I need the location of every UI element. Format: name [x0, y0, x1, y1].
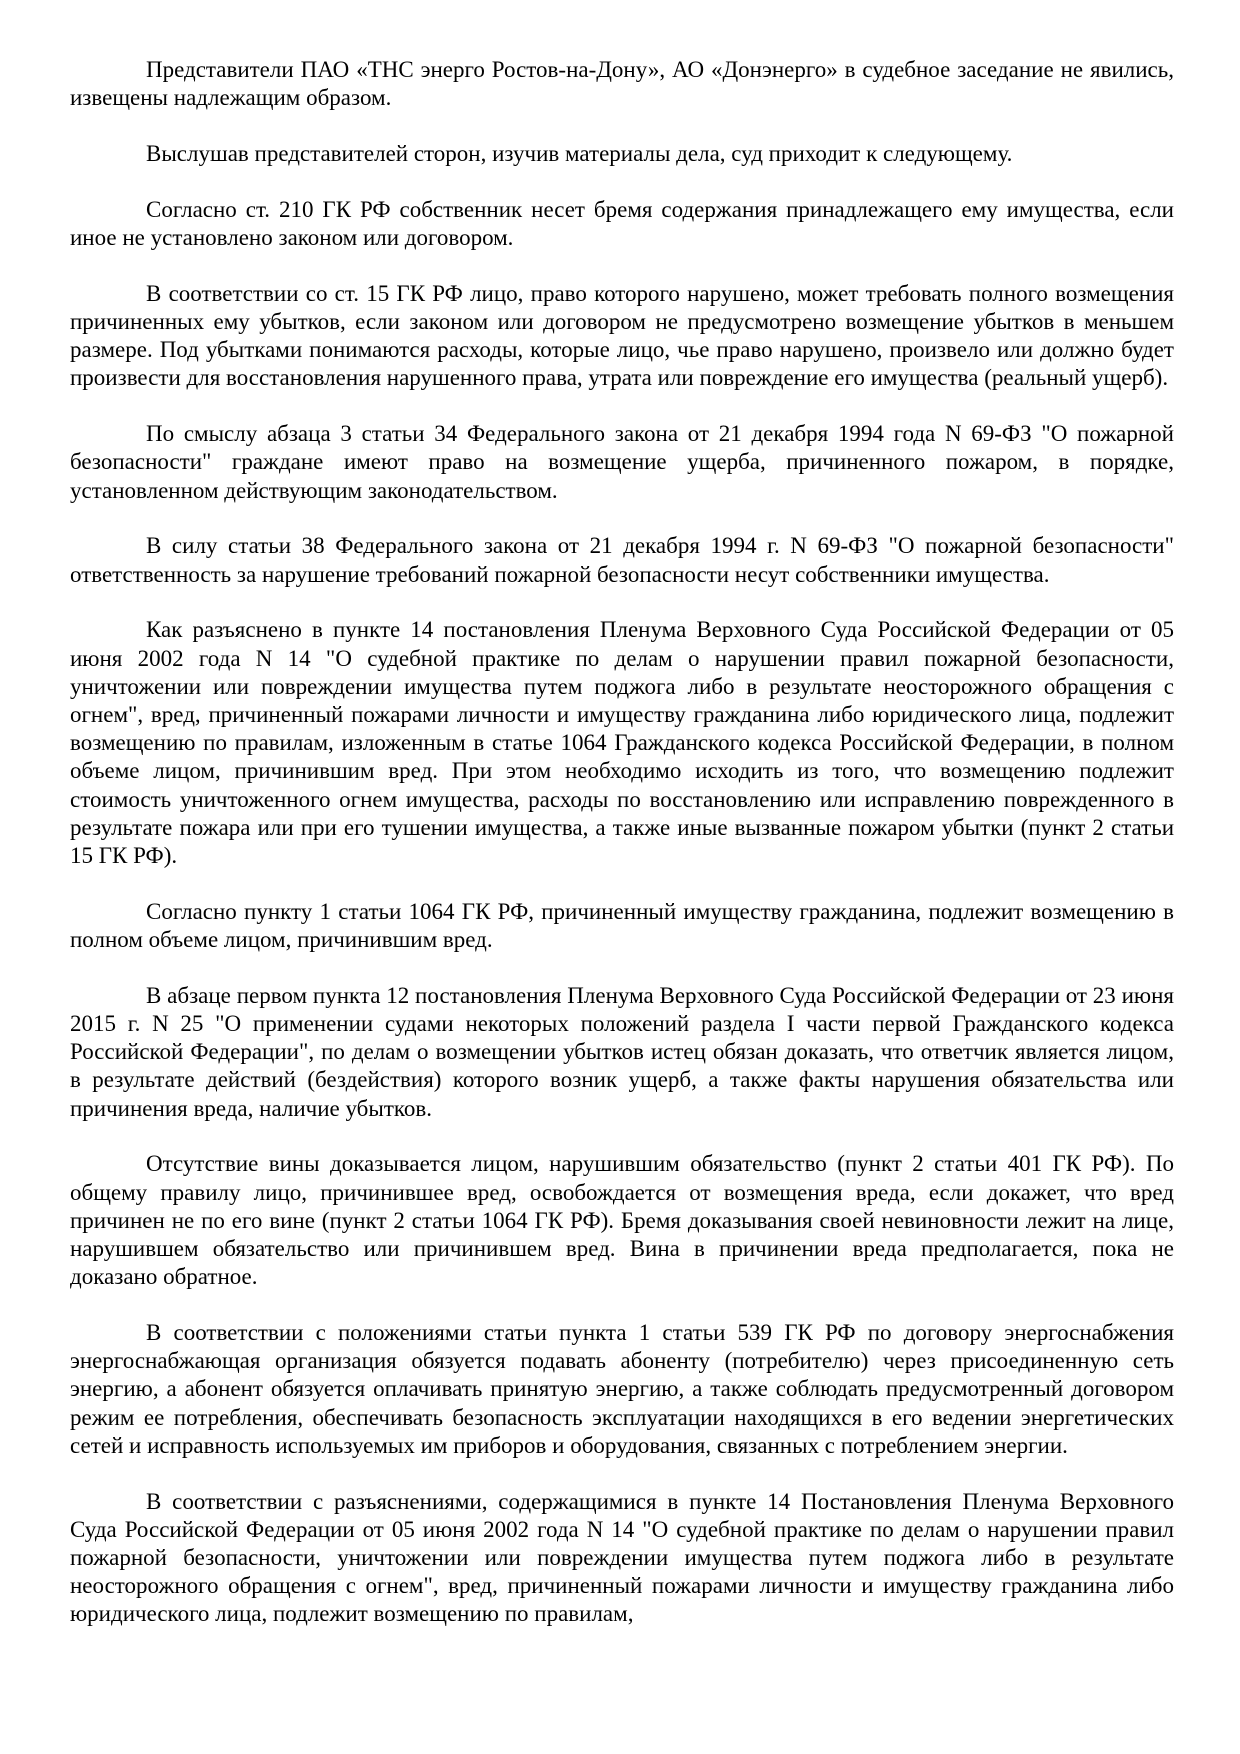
paragraph-4: В соответствии со ст. 15 ГК РФ лицо, право которого нарушено, может требовать полного возмещения причиненных ему убытков, если законом или договором не предусмотрено возмещение убытков в меньшем размере. Под убытками понимаются расходы, которые лицо, чье право нарушено, произвело или должно будет произвести для восстановления нарушенного права, утрата или повреждение его имущества (реальный ущерб). [70, 280, 1174, 391]
paragraph-2: Выслушав представителей сторон, изучив материалы дела, суд приходит к следующему. [146, 141, 1013, 166]
paragraph-7: Как разъяснено в пункте 14 постановления Пленума Верховного Суда Российской Федерации от 05 июня 2002 года N 14 "О судебной практике по делам о нарушении правил пожарной безопасности, уничтожении или повреждении имущества путем поджога либо в результате неосторожного обращения с огнем", вред, причиненный пожарами личности и имуществу гражданина либо юридического лица, подлежит возмещению по правилам, изложенным в статье 1064 Гражданского кодекса Российской Федерации, в полном объеме лицом, причинившим вред. При этом необходимо исходить из того, что возмещению подлежит стоимость уничтоженного огнем имущества, расходы по восстановлению или исправлению поврежденного в результате пожара или при его тушении имущества, а также иные вызванные пожаром убытки (пункт 2 статьи 15 ГК РФ). [70, 617, 1174, 869]
paragraph-10: Отсутствие вины доказывается лицом, нарушившим обязательство (пункт 2 статьи 401 ГК РФ). По общему правилу лицо, причинившее вред, освобождается от возмещения вреда, если докажет, что вред причинен не по его вине (пункт 2 статьи 1064 ГК РФ). Бремя доказывания своей невиновности лежит на лице, нарушившем обязательство или причинившем вред. Вина в причинении вреда предполагается, пока не доказано обратное. [70, 1151, 1174, 1290]
paragraph-11: В соответствии с положениями статьи пункта 1 статьи 539 ГК РФ по договору энергоснабжения энергоснабжающая организация обязуется подавать абоненту (потребителю) через присоединенную сеть энергию, а абонент обязуется оплачивать принятую энергию, а также соблюдать предусмотренный договором режим ее потребления, обеспечивать безопасность эксплуатации находящихся в его ведении энергетических сетей и исправность используемых им приборов и оборудования, связанных с потреблением энергии. [70, 1320, 1174, 1458]
paragraph-6: В силу статьи 38 Федерального закона от 21 декабря 1994 г. N 69-ФЗ "О пожарной безопасности" ответственность за нарушение требований пожарной безопасности несут собственники имущества. [70, 533, 1174, 587]
paragraph-9: В абзаце первом пункта 12 постановления Пленума Верховного Суда Российской Федерации от 23 июня 2015 г. N 25 "О применении судами некоторых положений раздела I части первой Гражданского кодекса Российской Федерации", по делам о возмещении убытков истец обязан доказать, что ответчик является лицом, в результате действий (бездействия) которого возник ущерб, а также факты нарушения обязательства или причинения вреда, наличие убытков. [70, 982, 1174, 1121]
paragraph-12: В соответствии с разъяснениями, содержащимися в пункте 14 Постановления Пленума Верховного Суда Российской Федерации от 05 июня 2002 года N 14 "О судебной практике по делам о нарушении правил пожарной безопасности, уничтожении или повреждении имущества путем поджога либо в результате неосторожного обращения с огнем", вред, причиненный пожарами личности и имуществу гражданина либо юридического лица, подлежит возмещению по правилам, [70, 1488, 1174, 1627]
paragraph-3: Согласно ст. 210 ГК РФ собственник несет бремя содержания принадлежащего ему имущества, если иное не установлено законом или договором. [70, 196, 1174, 250]
paragraph-5: По смыслу абзаца 3 статьи 34 Федерального закона от 21 декабря 1994 года N 69-ФЗ "О пожарной безопасности" граждане имеют право на возмещение ущерба, причиненного пожаром, в порядке, установленном действующим законодательством. [70, 421, 1174, 503]
paragraph-1: Представители ПАО «ТНС энерго Ростов-на-Дону», АО «Донэнерго» в судебное заседание не явились, извещены надлежащим образом. [70, 57, 1174, 111]
paragraph-8: Согласно пункту 1 статьи 1064 ГК РФ, причиненный имуществу гражданина, подлежит возмещению в полном объеме лицом, причинившим вред. [70, 898, 1174, 953]
